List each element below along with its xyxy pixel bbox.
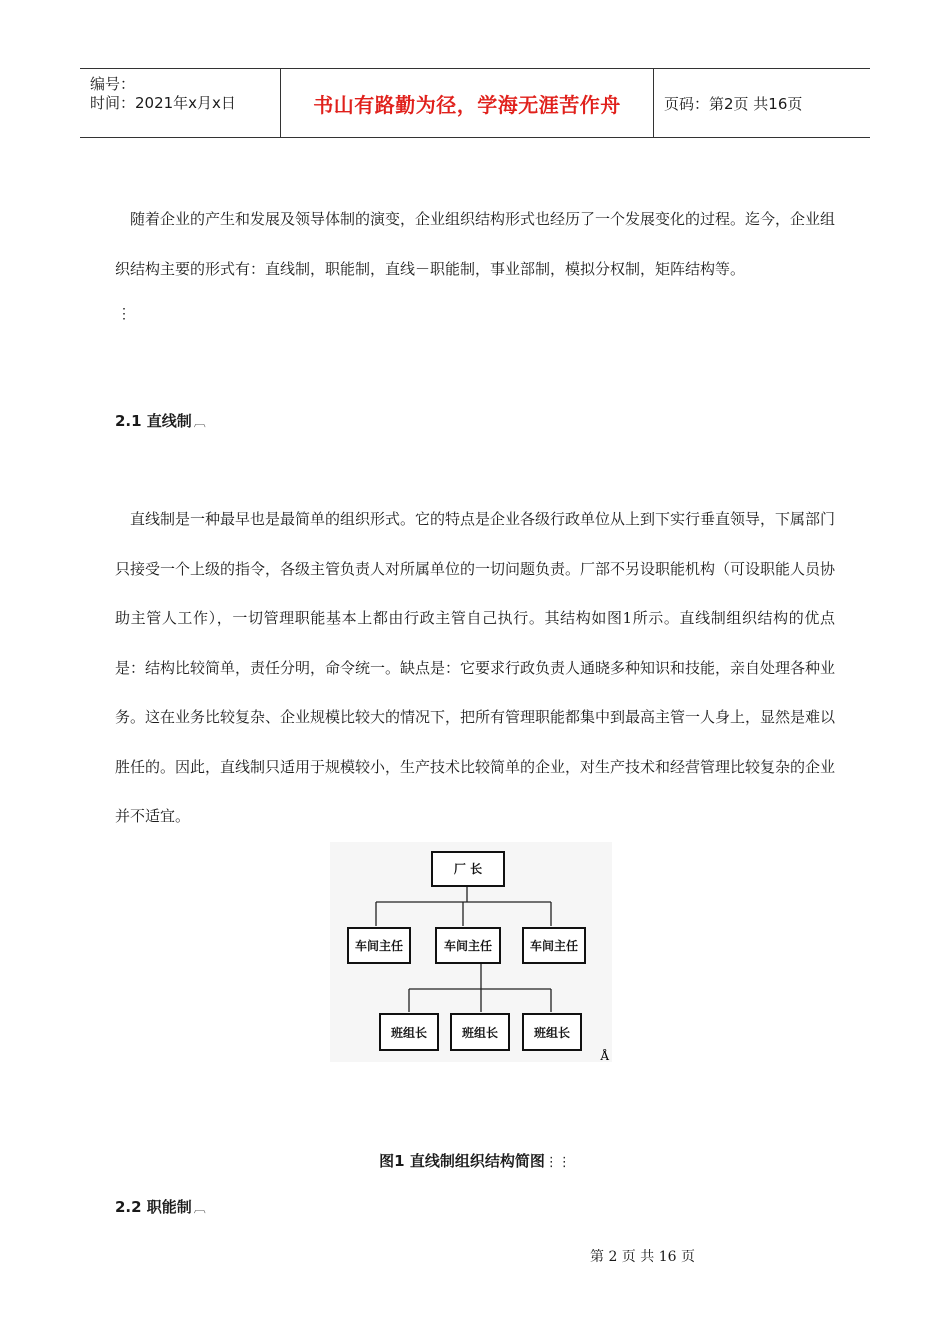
header-page-cell — [654, 69, 870, 137]
intro-dots: ⋮ — [117, 306, 131, 322]
heading-mark: ︹ — [193, 415, 206, 429]
org-chart — [330, 842, 612, 1062]
page-header — [80, 68, 870, 138]
number-label: 编号： — [90, 75, 136, 93]
org-node-label: 车间主任 — [354, 939, 404, 953]
heading-mark: ︹ — [193, 1201, 206, 1215]
org-node-workshop-2 — [436, 928, 500, 963]
org-node-director — [432, 852, 504, 886]
header-page-label: 页码：第2页 共16页 — [664, 94, 803, 113]
section-title: 2.2 职能制 — [115, 1198, 192, 1216]
org-node-label: 班组长 — [533, 1026, 571, 1040]
date-label: 时间：2021年x月x日 — [90, 94, 236, 112]
page-footer: 第 2 页 共 16 页 — [590, 1249, 695, 1265]
org-node-label: 班组长 — [461, 1026, 499, 1040]
figure-stray-mark: Å — [600, 1049, 609, 1062]
section-2-1-paragraph: 直线制是一种最早也是最简单的组织形式。它的特点是企业各级行政单位从上到下实行垂直领导，下属部门只接受一个上级的指令，各级主管负责人对所属单位的一切问题负责。厂部不另设职能机构（可设职能人员协助主管人工作），一切管理职能基本上都由行政主管自己执行。其结构如图1所示。直线制组织结构的优点是：结构比较简单，责任分明，命令统一。缺点是：它要求行政负责人通晓多种知识和技能，亲自处理各种业务。这在业务比较复杂、企业规模比较大的情况下，把所有管理职能都集中到最高主管一人身上，显然是难以胜任的。因此，直线制只适用于规模较小，生产技术比较简单的企业，对生产技术和经营管理比较复杂的企业并不适宜。 — [115, 510, 836, 825]
header-motto-cell — [281, 69, 654, 137]
section-heading-2-2 — [115, 1196, 206, 1217]
org-node-label: 车间主任 — [443, 939, 493, 953]
org-chart-figure — [330, 842, 612, 1062]
org-node-label: 班组长 — [390, 1026, 428, 1040]
org-node-label: 车间主任 — [529, 939, 579, 953]
caption-tail: ⋮⋮ — [544, 1155, 571, 1170]
org-node-workshop-3 — [523, 928, 585, 963]
org-node-team-2 — [451, 1014, 509, 1050]
org-node-team-1 — [380, 1014, 438, 1050]
org-node-team-3 — [523, 1014, 581, 1050]
section-heading-2-1 — [115, 410, 206, 431]
header-motto: 书山有路勤为径，学海无涯苦作舟 — [313, 92, 621, 117]
figure-caption — [0, 1150, 950, 1171]
header-meta — [80, 69, 281, 137]
org-node-workshop-1 — [348, 928, 410, 963]
org-node-label: 厂 长 — [453, 862, 483, 876]
caption-text: 图1 直线制组织结构简图 — [379, 1152, 545, 1170]
section-title: 2.1 直线制 — [115, 412, 192, 430]
intro-paragraph: 随着企业的产生和发展及领导体制的演变，企业组织结构形式也经历了一个发展变化的过程。迄今，企业组织结构主要的形式有：直线制，职能制，直线－职能制，事业部制，模拟分权制，矩阵结构等。 — [115, 210, 836, 278]
